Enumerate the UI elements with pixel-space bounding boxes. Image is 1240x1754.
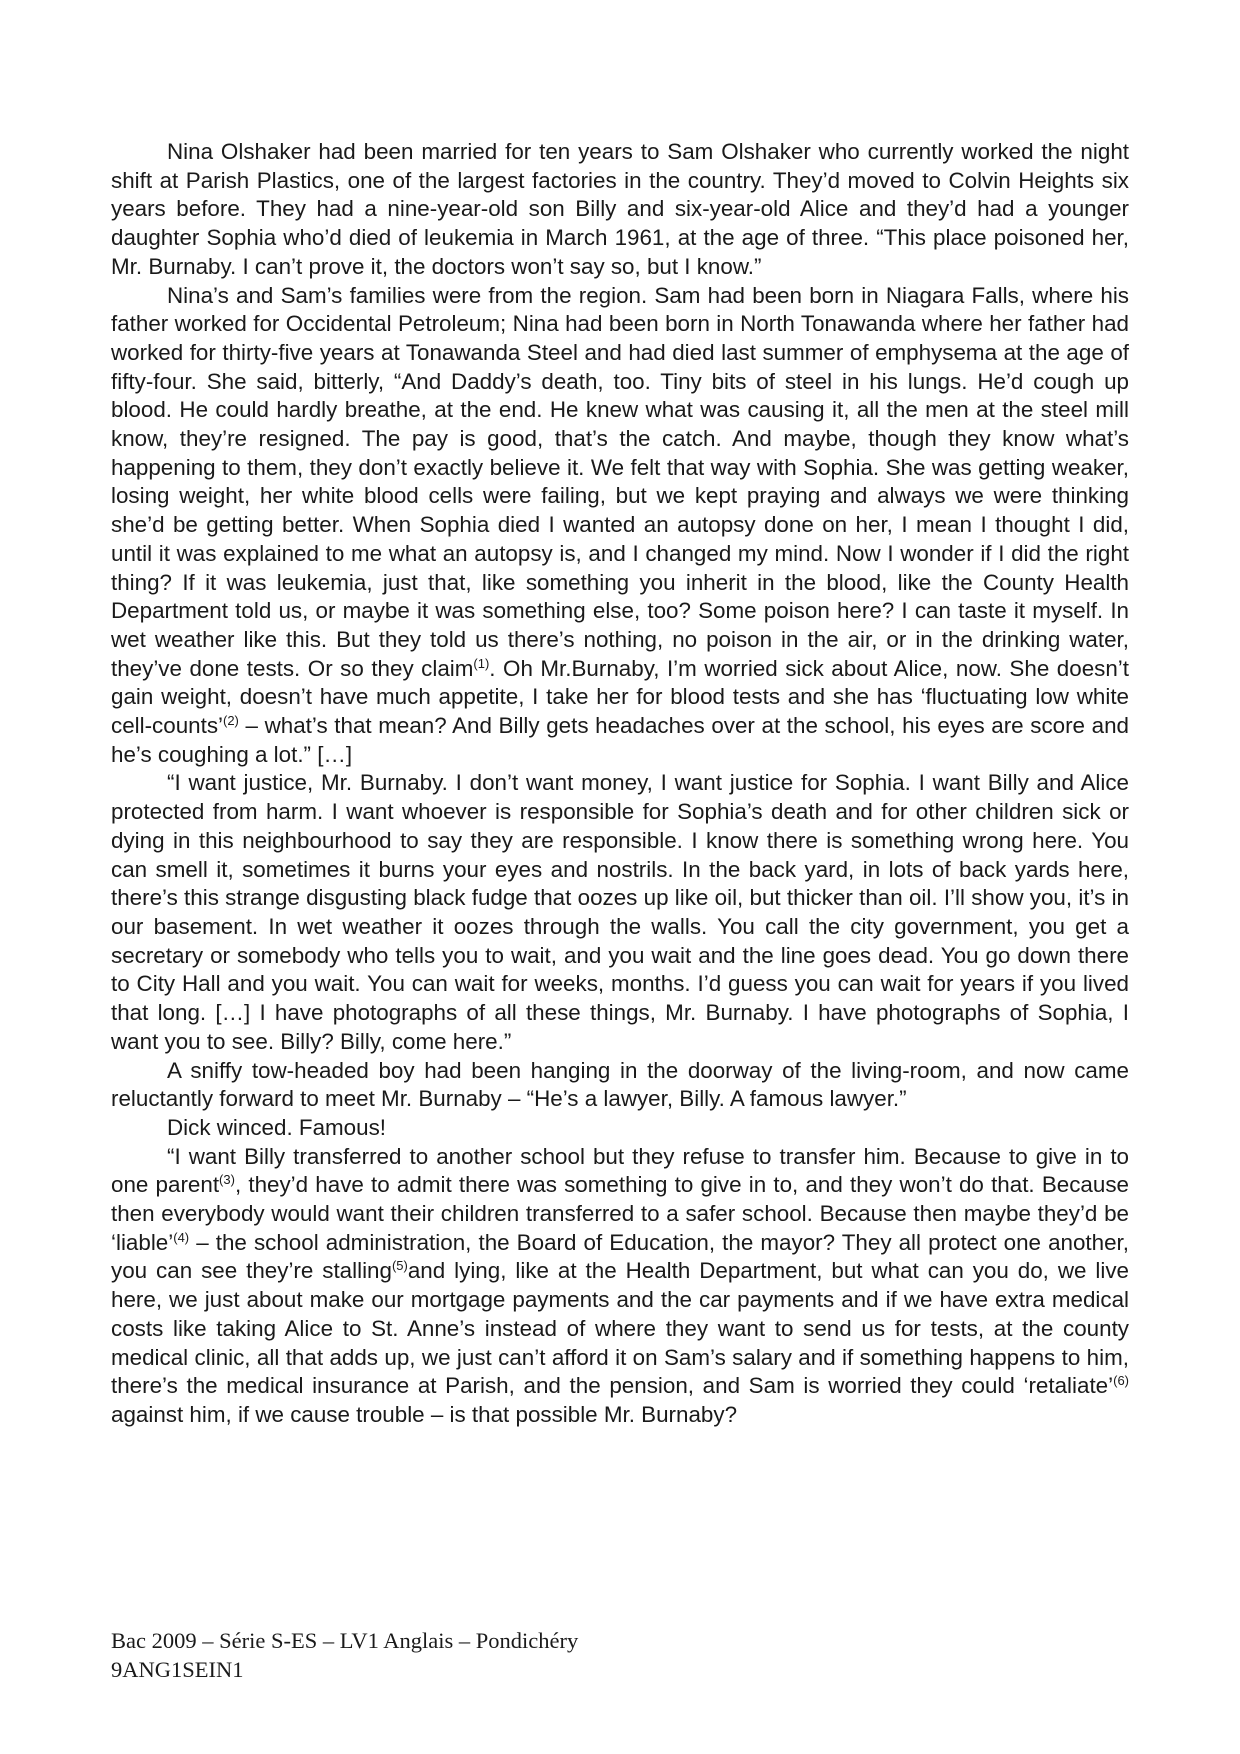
paragraph-6-text-d: and lying, like at the Health Department, but what can you do, we live here, we just about make our mortgage payments and the car payments and if we have extra medical costs like taking Alice to St. Anne’s instead of where they want to send us for tests, at the county medical clinic, all that adds up, we just can’t afford it on Sam’s salary and if something happens to him, there’s the medical insurance at Parish, and the pension, and Sam is worried they could ‘retaliate’: [111, 1258, 1129, 1399]
paragraph-2-text-c: – what’s that mean? And Billy gets headaches over at the school, his eyes are score and he’s coughing a lot.” […]: [111, 713, 1129, 767]
paragraph-5: [111, 1114, 1129, 1143]
footnote-ref-2: (2): [223, 713, 239, 729]
paragraph-6: [111, 1143, 1129, 1430]
paragraph-1-text: Nina Olshaker had been married for ten years to Sam Olshaker who currently worked the night shift at Parish Plastics, one of the largest factories in the country. They’d moved to Colvin Heights six years before. They had a nine-year-old son Billy and six-year-old Alice and they’d had a younger daughter Sophia who’d died of leukemia in March 1961, at the age of three. “This place poisoned her, Mr. Burnaby. I can’t prove it, the doctors won’t say so, but I know.”: [111, 139, 1129, 279]
paragraph-2: [111, 282, 1129, 770]
paragraph-3-text: “I want justice, Mr. Burnaby. I don’t want money, I want justice for Sophia. I want Billy and Alice protected from harm. I want whoever is responsible for Sophia’s death and for other children sick or dying in this neighbourhood to say they are responsible. I know there is something wrong here. You can smell it, sometimes it burns your eyes and nostrils. In the back yard, in lots of back yards here, there’s this strange disgusting black fudge that oozes up like oil, but thicker than oil. I’ll show you, it’s in our basement. In wet weather it oozes through the walls. You call the city government, you get a secretary or somebody who tells you to wait, and you wait and the line goes dead. You go down there to City Hall and you wait. You can wait for weeks, months. I’d guess you can wait for years if you lived that long. […] I have photographs of all these things, Mr. Burnaby. I have photographs of Sophia, I want you to see. Billy? Billy, come here.”: [111, 770, 1129, 1054]
footnote-ref-6: (6): [1113, 1373, 1129, 1389]
paragraph-4-text: A sniffy tow-headed boy had been hanging in the doorway of the living-room, and now came reluctantly forward to meet Mr. Burnaby – “He’s a lawyer, Billy. A famous lawyer.”: [111, 1057, 1129, 1112]
footnote-ref-5: (5): [391, 1258, 408, 1274]
page-footer: [111, 1626, 578, 1684]
passage-text: [111, 138, 1129, 1430]
paragraph-6-text-a: “I want Billy transferred to another school but they refuse to transfer him. Because to give in to one parent: [111, 1143, 1129, 1198]
paragraph-6-text-c: – the school administration, the Board of Education, the mayor? They all protect one another, you can see they’re stalling: [111, 1229, 1129, 1284]
paragraph-4: [111, 1057, 1129, 1114]
paragraph-2-text-a: Nina’s and Sam’s families were from the region. Sam had been born in Niagara Falls, where his father worked for Occidental Petroleum; Nina had been born in North Tonawanda where her father had worked for thirty-five years at Tonawanda Steel and had died last summer of emphysema at the age of fifty-four. She said, bitterly, “And Daddy’s death, too. Tiny bits of steel in his lungs. He’d cough up blood. He could hardly breathe, at the end. He knew what was causing it, all the men at the steel mill know, they’re resigned. The pay is good, that’s the catch. And maybe, though they know what’s happening to them, they don’t exactly believe it. We felt that way with Sophia. She was getting weaker, losing weight, her white blood cells were failing, but we kept praying and always we were thinking she’d be getting better. When Sophia died I wanted an autopsy done on her, I mean I thought I did, until it was explained to me what an autopsy is, and I changed my mind. Now I wonder if I did the right thing? If it was leukemia, just that, like something you inherit in the blood, like the County Health Department told us, or maybe it was something else, too? Some poison here? I can taste it myself. In wet weather like this. But they told us there’s nothing, no poison in the air, or in the drinking water, they’ve done tests. Or so they claim: [111, 282, 1129, 681]
footnote-ref-3: (3): [219, 1172, 235, 1188]
paragraph-5-text: Dick winced. Famous!: [167, 1114, 386, 1140]
paragraph-6-text-e: against him, if we cause trouble – is that possible Mr. Burnaby?: [111, 1401, 738, 1427]
paragraph-1: [111, 138, 1129, 282]
footnote-ref-4: (4): [173, 1229, 190, 1245]
footer-exam-code: 9ANG1SEIN1: [111, 1657, 244, 1682]
footnote-ref-1: (1): [473, 655, 490, 671]
paragraph-2-text-b: . Oh Mr.Burnaby, I’m worried sick about Alice, now. She doesn’t gain weight, doesn’t have much appetite, I take her for blood tests and she has ‘fluctuating low white cell-counts’: [111, 655, 1129, 739]
footer-exam-title: Bac 2009 – Série S-ES – LV1 Anglais – Pondichéry: [111, 1628, 579, 1653]
paragraph-6-text-b: , they’d have to admit there was something to give in to, and they won’t do that. Because then everybody would want their children transferred to a safer school. Because then maybe they’d be ‘liable’: [111, 1172, 1129, 1255]
paragraph-3: [111, 769, 1129, 1056]
